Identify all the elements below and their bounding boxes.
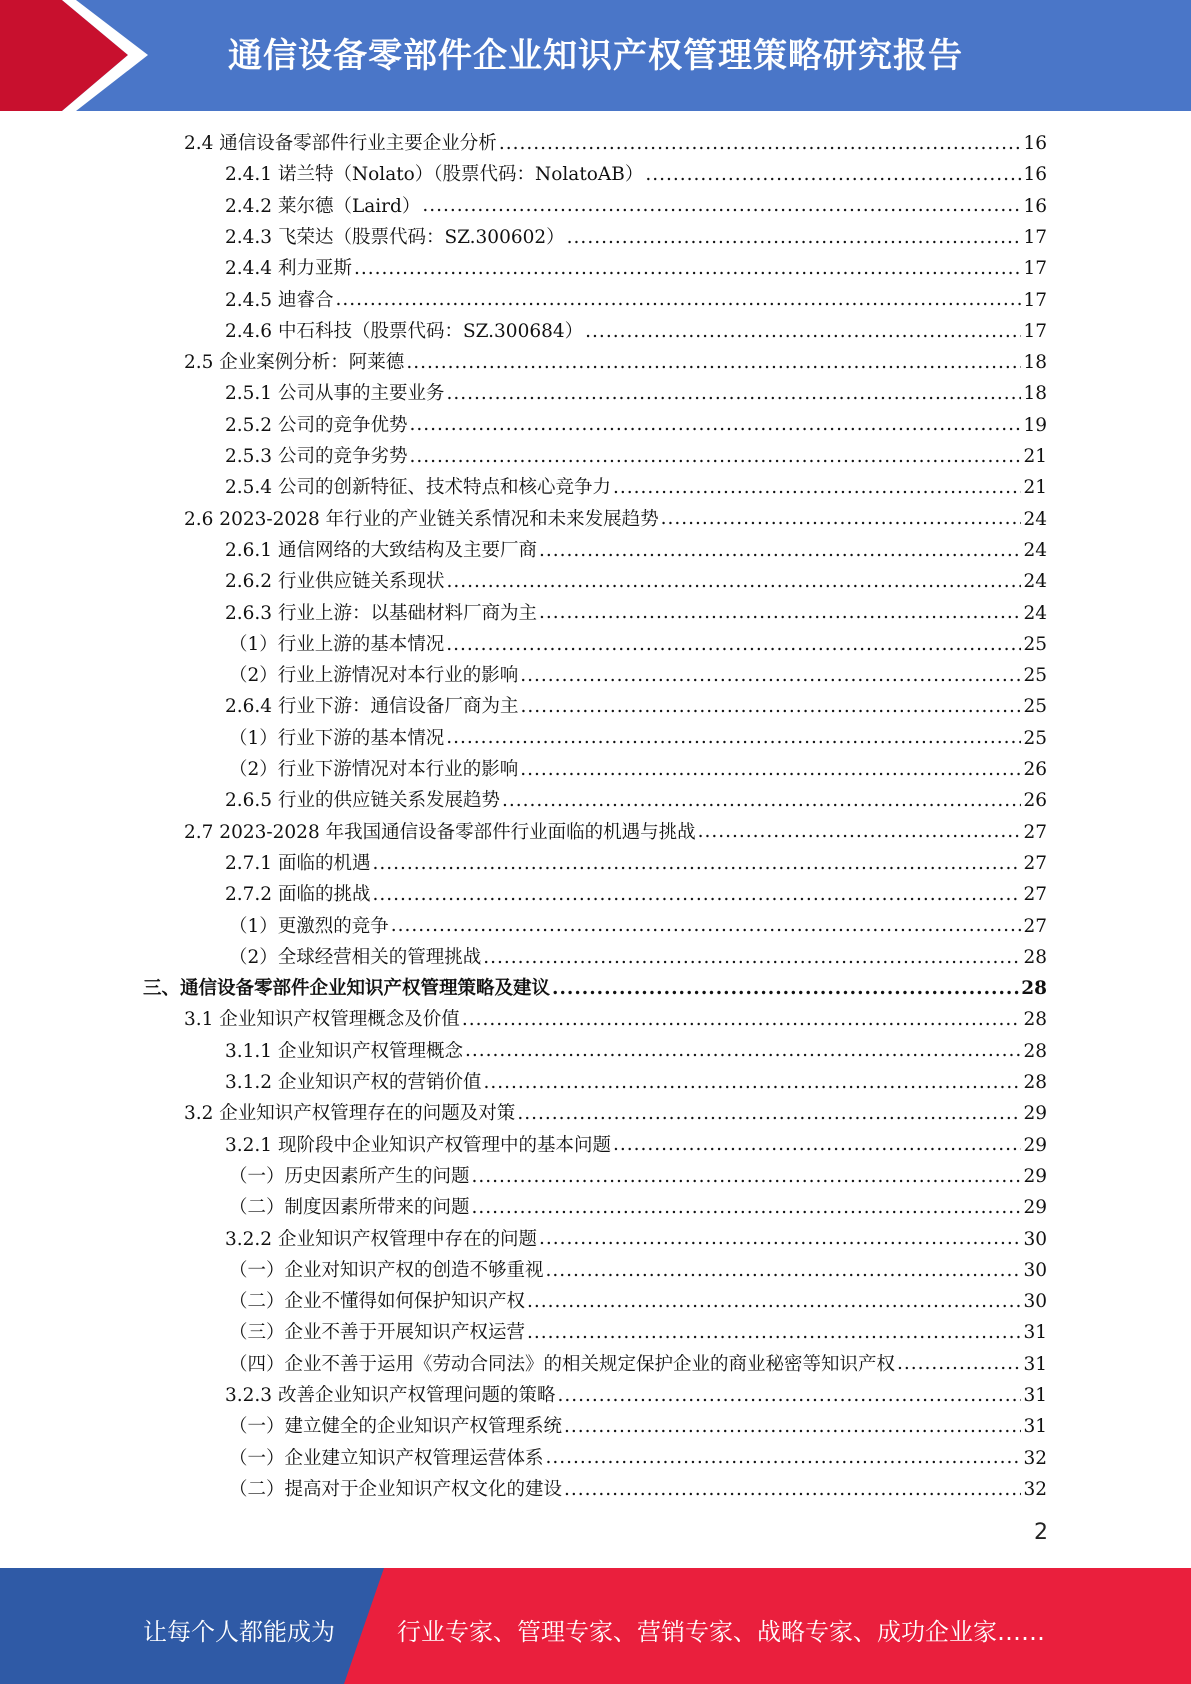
toc-entry[interactable] bbox=[184, 1098, 1047, 1129]
toc-entry-page: 31 bbox=[1023, 1353, 1047, 1375]
toc-entry-page: 17 bbox=[1023, 258, 1047, 280]
toc-entry-page: 30 bbox=[1023, 1228, 1047, 1250]
toc-entry[interactable] bbox=[225, 472, 1047, 503]
toc-dot-leader bbox=[335, 291, 1021, 310]
toc-entry-page: 27 bbox=[1023, 915, 1047, 937]
toc-entry-label: （一）企业对知识产权的创造不够重视 bbox=[229, 1259, 544, 1281]
page-number: 2 bbox=[1034, 1520, 1048, 1545]
toc-entry[interactable] bbox=[184, 1004, 1047, 1035]
toc-dot-leader bbox=[520, 698, 1021, 717]
toc-dot-leader bbox=[409, 447, 1021, 466]
toc-entry-page: 24 bbox=[1023, 508, 1047, 530]
toc-entry-label: 2.6.1 通信网络的大致结构及主要厂商 bbox=[225, 539, 537, 561]
footer-slogan-right: 行业专家、管理专家、营销专家、战略专家、成功企业家…… bbox=[397, 1618, 1045, 1646]
toc-entry-label: （2）全球经营相关的管理挑战 bbox=[229, 946, 482, 968]
toc-entry-label: 2.4.6 中石科技（股票代码：SZ.300684） bbox=[225, 320, 584, 342]
toc-entry-page: 31 bbox=[1023, 1322, 1047, 1344]
toc-entry-page: 16 bbox=[1023, 195, 1047, 217]
toc-entry-label: 2.5 企业案例分析：阿莱德 bbox=[184, 352, 405, 374]
toc-entry-page: 31 bbox=[1023, 1416, 1047, 1438]
toc-entry[interactable] bbox=[225, 1067, 1047, 1098]
toc-entry-page: 27 bbox=[1023, 821, 1047, 843]
toc-entry-label: （三）企业不善于开展知识产权运营 bbox=[229, 1322, 526, 1344]
toc-dot-leader bbox=[698, 823, 1022, 842]
toc-entry-page: 29 bbox=[1023, 1165, 1047, 1187]
toc-entry-page: 25 bbox=[1023, 665, 1047, 687]
toc-entry[interactable] bbox=[225, 535, 1047, 566]
toc-entry-label: 2.7.2 面临的挑战 bbox=[225, 884, 371, 906]
toc-entry[interactable] bbox=[225, 285, 1047, 316]
toc-entry-label: （二）制度因素所带来的问题 bbox=[229, 1197, 470, 1219]
toc-entry-page: 25 bbox=[1023, 696, 1047, 718]
toc-dot-leader bbox=[517, 1105, 1021, 1124]
toc-entry-label: （二）企业不懂得如何保护知识产权 bbox=[229, 1291, 526, 1313]
toc-entry[interactable] bbox=[225, 1224, 1047, 1255]
toc-dot-leader bbox=[520, 666, 1021, 685]
toc-dot-leader bbox=[585, 322, 1021, 341]
toc-entry[interactable] bbox=[225, 1130, 1047, 1161]
toc-dot-leader bbox=[372, 885, 1021, 904]
toc-entry[interactable] bbox=[229, 1411, 1047, 1442]
toc-entry-label: （2）行业上游情况对本行业的影响 bbox=[229, 665, 519, 687]
toc-entry[interactable] bbox=[225, 191, 1047, 222]
toc-dot-leader bbox=[472, 1167, 1022, 1186]
toc-entry-label: （2）行业下游情况对本行业的影响 bbox=[229, 759, 519, 780]
toc-entry-label: 3.1 企业知识产权管理概念及价值 bbox=[184, 1009, 460, 1031]
toc-entry-label: 2.5.3 公司的竞争劣势 bbox=[225, 446, 408, 467]
toc-entry-page: 28 bbox=[1021, 978, 1047, 1000]
toc-entry[interactable] bbox=[225, 410, 1047, 441]
toc-dot-leader bbox=[409, 416, 1021, 435]
toc-dot-leader bbox=[483, 1073, 1021, 1092]
toc-entry-page: 26 bbox=[1023, 790, 1047, 812]
page-footer bbox=[0, 1568, 1191, 1684]
toc-dot-leader bbox=[539, 604, 1021, 623]
toc-entry[interactable] bbox=[229, 723, 1047, 754]
toc-dot-leader bbox=[546, 1449, 1022, 1468]
toc-entry-label: 三、通信设备零部件企业知识产权管理策略及建议 bbox=[143, 978, 551, 1000]
toc-entry[interactable] bbox=[184, 128, 1047, 159]
toc-dot-leader bbox=[527, 1292, 1021, 1311]
toc-entry-page: 25 bbox=[1023, 727, 1047, 749]
toc-entry-page: 19 bbox=[1023, 414, 1047, 436]
toc-dot-leader bbox=[520, 760, 1021, 779]
toc-entry[interactable] bbox=[225, 785, 1047, 816]
toc-entry-label: 2.7 2023-2028 年我国通信设备零部件行业面临的机遇与挑战 bbox=[184, 821, 696, 843]
toc-entry-page: 30 bbox=[1023, 1259, 1047, 1281]
toc-dot-leader bbox=[446, 635, 1021, 654]
toc-entry-label: 2.6.5 行业的供应链关系发展趋势 bbox=[225, 790, 500, 812]
toc-entry-page: 29 bbox=[1023, 1103, 1047, 1125]
toc-entry-page: 28 bbox=[1023, 1040, 1047, 1062]
toc-dot-leader bbox=[422, 197, 1021, 216]
toc-entry[interactable] bbox=[229, 1349, 1047, 1380]
toc-entry[interactable] bbox=[225, 159, 1047, 190]
toc-entry-page: 21 bbox=[1023, 477, 1047, 499]
toc-entry[interactable] bbox=[225, 378, 1047, 409]
toc-dot-leader bbox=[472, 1198, 1022, 1217]
toc-entry-label: 2.4.4 利力亚斯 bbox=[225, 258, 352, 280]
toc-entry[interactable] bbox=[229, 629, 1047, 660]
toc-dot-leader bbox=[483, 948, 1021, 967]
toc-entry-label: 3.2.3 改善企业知识产权管理问题的策略 bbox=[225, 1385, 556, 1406]
toc-entry[interactable] bbox=[225, 879, 1047, 910]
toc-dot-leader bbox=[354, 259, 1022, 278]
toc-entry-label: 2.5.2 公司的竞争优势 bbox=[225, 414, 408, 436]
toc-dot-leader bbox=[661, 510, 1022, 529]
toc-entry-page: 28 bbox=[1023, 1072, 1047, 1093]
toc-entry-label: 2.6.4 行业下游：通信设备厂商为主 bbox=[225, 696, 519, 718]
toc-entry[interactable] bbox=[229, 1443, 1047, 1474]
toc-entry-page: 16 bbox=[1023, 164, 1047, 186]
toc-dot-leader bbox=[539, 541, 1021, 560]
toc-entry-label: 2.5.4 公司的创新特征、技术特点和核心竞争力 bbox=[225, 477, 611, 499]
toc-entry-page: 18 bbox=[1023, 352, 1047, 374]
toc-entry-label: 3.2.1 现阶段中企业知识产权管理中的基本问题 bbox=[225, 1134, 611, 1156]
toc-entry[interactable] bbox=[225, 691, 1047, 722]
document-title: 通信设备零部件企业知识产权管理策略研究报告 bbox=[228, 36, 963, 76]
toc-dot-leader bbox=[465, 1042, 1021, 1061]
toc-entry-page: 24 bbox=[1023, 602, 1047, 624]
toc-entry-page: 31 bbox=[1023, 1385, 1047, 1406]
toc-entry[interactable] bbox=[229, 660, 1047, 691]
toc-entry-label: 2.4 通信设备零部件行业主要企业分析 bbox=[184, 133, 497, 154]
toc-entry-label: （一）历史因素所产生的问题 bbox=[229, 1165, 470, 1187]
toc-entry[interactable] bbox=[229, 1317, 1047, 1348]
toc-dot-leader bbox=[546, 1261, 1022, 1280]
toc-entry-label: （四）企业不善于运用《劳动合同法》的相关规定保护企业的商业秘密等知识产权 bbox=[229, 1353, 896, 1375]
toc-entry-page: 17 bbox=[1023, 320, 1047, 342]
toc-entry[interactable] bbox=[229, 1161, 1047, 1192]
toc-entry[interactable] bbox=[225, 316, 1047, 347]
toc-dot-leader bbox=[502, 792, 1021, 811]
toc-entry-page: 30 bbox=[1023, 1291, 1047, 1313]
toc-entry-page: 25 bbox=[1023, 633, 1047, 655]
toc-dot-leader bbox=[372, 854, 1021, 873]
toc-entry-page: 24 bbox=[1023, 539, 1047, 561]
toc-entry-label: （二）提高对于企业知识产权文化的建设 bbox=[229, 1478, 563, 1500]
toc-entry-label: （1）行业上游的基本情况 bbox=[229, 633, 445, 655]
toc-entry-page: 32 bbox=[1023, 1478, 1047, 1500]
toc-entry[interactable] bbox=[225, 222, 1047, 253]
toc-entry-page: 21 bbox=[1023, 446, 1047, 467]
toc-entry-page: 17 bbox=[1023, 289, 1047, 311]
toc-entry-label: 2.7.1 面临的机遇 bbox=[225, 852, 371, 874]
toc-dot-leader bbox=[446, 729, 1021, 748]
toc-dot-leader bbox=[613, 479, 1021, 498]
toc-entry-label: 2.4.1 诺兰特（Nolato）（股票代码：NolatoAB） bbox=[225, 164, 644, 186]
toc-entry-page: 28 bbox=[1023, 946, 1047, 968]
toc-dot-leader bbox=[462, 1011, 1022, 1030]
toc-entry-page: 24 bbox=[1023, 571, 1047, 593]
toc-entry-label: 2.6 2023-2028 年行业的产业链关系情况和未来发展趋势 bbox=[184, 508, 659, 530]
toc-entry-label: （一）企业建立知识产权管理运营体系 bbox=[229, 1447, 544, 1469]
toc-entry-page: 28 bbox=[1023, 1009, 1047, 1031]
toc-entry[interactable] bbox=[225, 1036, 1047, 1067]
toc-entry[interactable] bbox=[225, 848, 1047, 879]
toc-entry-label: 3.1.2 企业知识产权的营销价值 bbox=[225, 1072, 482, 1093]
toc-entry-label: 3.1.1 企业知识产权管理概念 bbox=[225, 1040, 463, 1062]
toc-entry[interactable] bbox=[225, 598, 1047, 629]
toc-entry-label: （1）行业下游的基本情况 bbox=[229, 727, 445, 749]
toc-entry[interactable] bbox=[229, 754, 1047, 785]
toc-dot-leader bbox=[613, 1136, 1021, 1155]
toc-entry[interactable] bbox=[229, 942, 1047, 973]
toc-dot-leader bbox=[897, 1355, 1021, 1374]
toc-entry-label: （一）建立健全的企业知识产权管理系统 bbox=[229, 1416, 563, 1438]
toc-entry-label: 2.6.2 行业供应链关系现状 bbox=[225, 571, 445, 593]
toc-entry-page: 29 bbox=[1023, 1134, 1047, 1156]
toc-dot-leader bbox=[552, 979, 1019, 998]
toc-entry[interactable] bbox=[225, 1380, 1047, 1411]
toc-entry-page: 32 bbox=[1023, 1447, 1047, 1469]
toc-entry[interactable] bbox=[184, 347, 1047, 378]
toc-dot-leader bbox=[564, 1418, 1021, 1437]
toc-entry[interactable] bbox=[184, 817, 1047, 848]
toc-entry-page: 26 bbox=[1023, 759, 1047, 780]
toc-entry-label: 2.4.2 莱尔德（Laird） bbox=[225, 195, 421, 217]
toc-entry-label: 3.2.2 企业知识产权管理中存在的问题 bbox=[225, 1228, 537, 1250]
toc-entry[interactable] bbox=[229, 1474, 1047, 1505]
toc-entry-page: 27 bbox=[1023, 852, 1047, 874]
toc-entry[interactable] bbox=[225, 566, 1047, 597]
footer-slogan-left: 让每个人都能成为 bbox=[143, 1618, 335, 1646]
toc-dot-leader bbox=[557, 1386, 1021, 1405]
toc-entry[interactable] bbox=[143, 973, 1047, 1004]
toc-dot-leader bbox=[446, 572, 1021, 591]
toc-dot-leader bbox=[539, 1230, 1021, 1249]
toc-entry-label: （1）更激烈的竞争 bbox=[229, 915, 389, 937]
toc-dot-leader bbox=[645, 166, 1021, 185]
toc-entry[interactable] bbox=[229, 1255, 1047, 1286]
toc-entry-label: 2.5.1 公司从事的主要业务 bbox=[225, 383, 445, 405]
toc-entry-page: 16 bbox=[1023, 133, 1047, 154]
toc-dot-leader bbox=[527, 1324, 1021, 1343]
toc-entry-page: 17 bbox=[1023, 226, 1047, 248]
toc-entry[interactable] bbox=[184, 504, 1047, 535]
toc-dot-leader bbox=[564, 1480, 1021, 1499]
toc-entry-label: 2.6.3 行业上游：以基础材料厂商为主 bbox=[225, 602, 537, 624]
toc-entry[interactable] bbox=[229, 1192, 1047, 1223]
toc-entry-label: 2.4.5 迪睿合 bbox=[225, 289, 334, 311]
toc-entry-page: 29 bbox=[1023, 1197, 1047, 1219]
toc-entry[interactable] bbox=[229, 1286, 1047, 1317]
toc-entry[interactable] bbox=[225, 441, 1047, 472]
toc-entry-label: 2.4.3 飞荣达（股票代码：SZ.300602） bbox=[225, 226, 565, 248]
toc-entry[interactable] bbox=[225, 253, 1047, 284]
toc-dot-leader bbox=[391, 917, 1022, 936]
toc-entry-label: 3.2 企业知识产权管理存在的问题及对策 bbox=[184, 1103, 516, 1125]
toc-entry-page: 18 bbox=[1023, 383, 1047, 405]
toc-entry-page: 27 bbox=[1023, 884, 1047, 906]
toc-entry[interactable] bbox=[229, 911, 1047, 942]
toc-dot-leader bbox=[567, 228, 1022, 247]
toc-dot-leader bbox=[499, 134, 1022, 153]
toc-dot-leader bbox=[406, 353, 1021, 372]
page-header bbox=[0, 0, 1191, 111]
toc-dot-leader bbox=[446, 385, 1021, 404]
